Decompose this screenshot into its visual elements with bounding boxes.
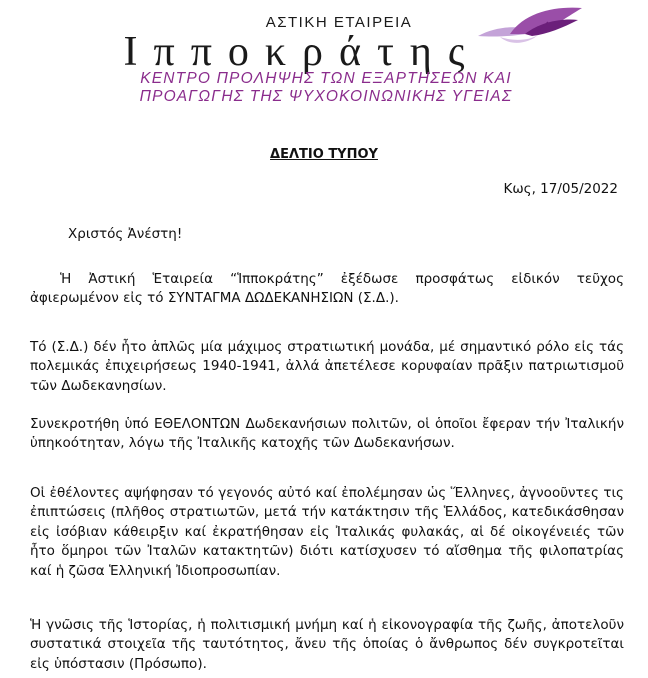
paragraph-2: Τό (Σ.Δ.) δέν ἦτο ἁπλῶς μία μάχιμος στρατιωτική μονάδα, μέ σημαντικό ρόλο εἰς τάς πολεμικάς ἐπιχειρήσεως 1940-1941, ἀλλά ἀπετέλεσε κορυφαίαν πρᾶξιν πατριωτισμοῦ τῶν Δωδεκανησίων. [30, 339, 624, 394]
greeting: Χριστός Ἀνέστη! [68, 226, 183, 242]
paragraph-3: Συνεκροτήθη ὑπό ΕΘΕΛΟΝΤΩΝ Δωδεκανήσιων πολιτῶν, οἱ ὁποῖοι ἔφεραν τήν Ἰταλικήν ὑπηκοότηταν, λόγω τῆς Ἰταλικῆς κατοχῆς τῶν Δωδεκανήσων. [30, 416, 624, 452]
organization-name: Ιπποκράτης [123, 29, 481, 75]
paragraph-1: Ἡ Ἀστική Ἑταιρεία “Ἱπποκράτης” ἐξέδωσε προσφάτως εἰδικόν τεῦχος ἀφιερωμένον εἰς τό ΣΥΝΤΑΓΜΑ ΔΩΔΕΚΑΝΗΣΙΩΝ (Σ.Δ.). [30, 271, 624, 307]
document-title: ΔΕΛΤΙΟ ΤΥΠΟΥ [270, 147, 378, 162]
butterfly-icon [470, 4, 590, 54]
document-date: Κως, 17/05/2022 [503, 181, 618, 197]
paragraph-4: Οἱ ἐθέλοντες αψήφησαν τό γεγονός αὐτό καί ἐπολέμησαν ὡς Ἕλληνες, ἀγνοοῦντες τις ἐπιπτώσεις (πλῆθος στρατιωτῶν, μετά τήν κατάκτησιν τῆς Ἑλλάδος, κατεδικάσθησαν εἰς ἰσόβιαν κάθειρξιν καί ἐκρατήθησαν εἰς Ἰταλικάς φυλακάς, αἱ δέ οἰκογένειές τῶν ἦτο ὅμηροι τῶν Ἰταλῶν κατακτητῶν) διότι κατίσχυσεν τό αἴσθημα τῆς φιλοπατρίας καί ἡ ζῶσα Ἑλληνική Ἰδιοπροσωπίαν. [30, 485, 624, 579]
tagline-line-2: ΠΡΟΑΓΩΓΗΣ ΤΗΣ ΨΥΧΟΚΟΙΝΩΝΙΚΗΣ ΥΓΕΙΑΣ [139, 88, 513, 105]
tagline-line-1: ΚΕΝΤΡΟ ΠΡΟΛΗΨΗΣ ΤΩΝ ΕΞΑΡΤΗΣΕΩΝ ΚΑΙ [140, 70, 512, 87]
paragraph-5: Ἡ γνῶσις τῆς Ἱστορίας, ἡ πολιτισμική μνήμη καί ἡ εἰκονογραφία τῆς ζωῆς, ἀποτελοῦν συστατικά στοιχεῖα τῆς ταυτότητος, ἄνευ τῆς ὁποίας ὁ ἄνθρωπος δέν συγκροτεῖται εἰς ὑπόστασιν (Πρόσωπο). [30, 617, 624, 672]
organization-type: ΑΣΤΙΚΗ ΕΤΑΙΡΕΙΑ [265, 14, 413, 31]
